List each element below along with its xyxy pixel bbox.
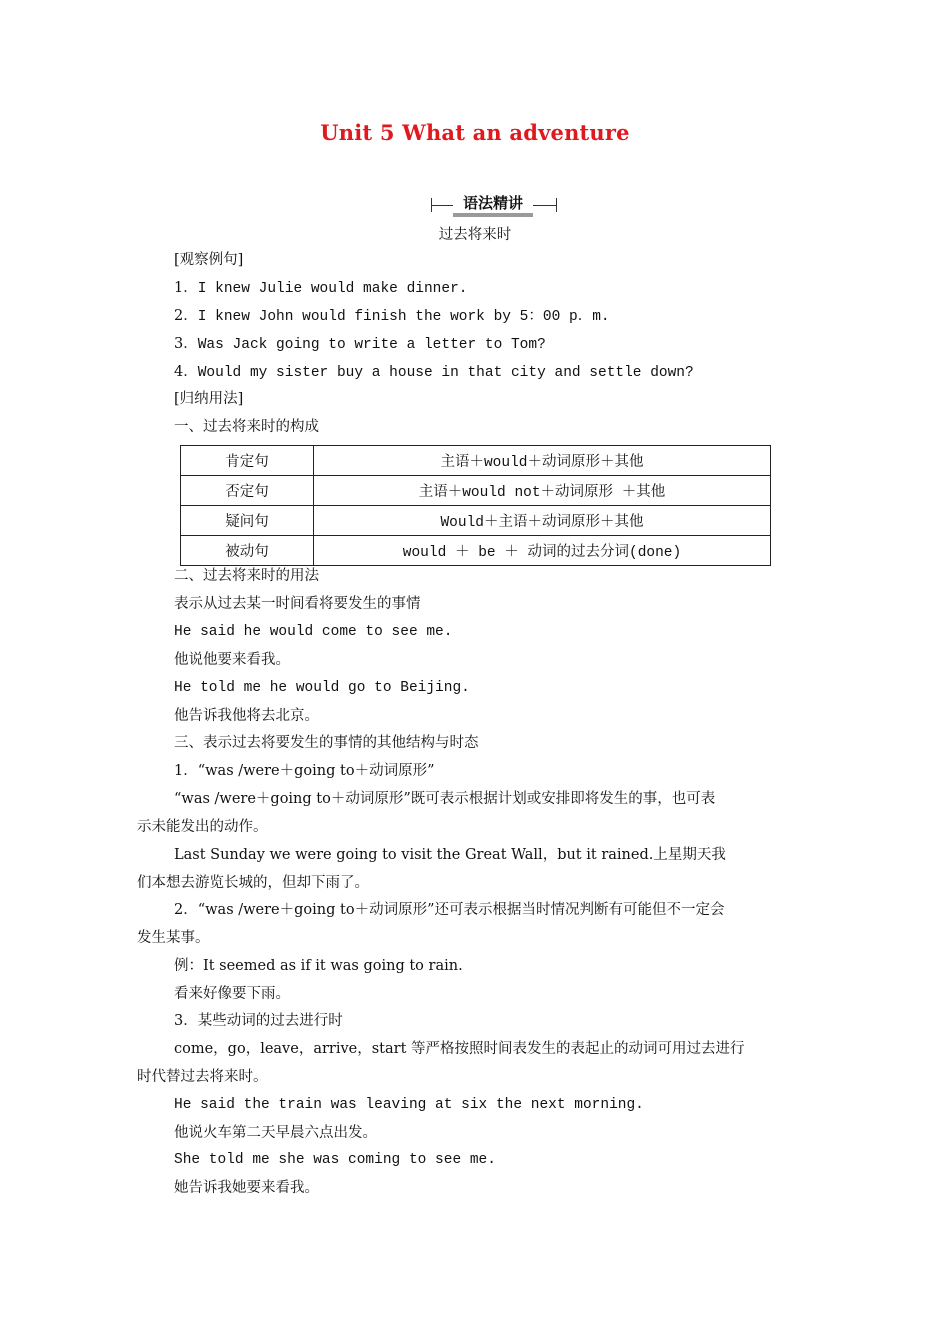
part2-example-2-en: He told me he would go to Beijing. xyxy=(174,680,470,696)
banner-underbar xyxy=(453,213,533,217)
structure-table xyxy=(180,445,771,566)
table-row xyxy=(181,536,771,566)
table-row xyxy=(181,476,771,506)
row-type: 肯定句 xyxy=(181,446,314,476)
part3-item3-heading: 3．某些动词的过去进行时 xyxy=(174,1013,343,1029)
part3-item2-b: 发生某事。 xyxy=(137,930,210,946)
part3-item1-example-b: 们本想去游览长城的，但却下雨了。 xyxy=(137,875,369,891)
part3-item1-example-a: Last Sunday we were going to visit the Great Wall，but it rained.上星期天我 xyxy=(174,847,726,863)
part3-item3-desc-a: come，go，leave，arrive，start 等严格按照时间表发生的表起止的动词可用过去进行 xyxy=(174,1041,745,1057)
part1-heading: 一、过去将来时的构成 xyxy=(174,419,319,435)
row-type: 被动句 xyxy=(181,536,314,566)
part2-heading: 二、过去将来时的用法 xyxy=(174,568,319,584)
banner-right-cap xyxy=(556,198,557,212)
row-type: 疑问句 xyxy=(181,506,314,536)
part3-item3-example-2-en: She told me she was coming to see me. xyxy=(174,1152,496,1168)
part2-example-1-cn: 他说他要来看我。 xyxy=(174,652,290,668)
part2-example-2-cn: 他告诉我他将去北京。 xyxy=(174,708,319,724)
banner-left-rule xyxy=(431,205,453,206)
example-4: 4．Would my sister buy a house in that city and settle down? xyxy=(174,364,694,381)
part3-item3-example-2-cn: 她告诉我她要来看我。 xyxy=(174,1180,319,1196)
example-2: 2．I knew John would finish the work by 5：00 p．m. xyxy=(174,308,610,325)
part3-item2-example-cn: 看来好像要下雨。 xyxy=(174,986,290,1002)
row-form: would ＋ be ＋ 动词的过去分词(done) xyxy=(314,536,771,566)
part2-example-1-en: He said he would come to see me. xyxy=(174,624,453,640)
part3-item3-desc-b: 时代替过去将来时。 xyxy=(137,1069,268,1085)
part3-item1-desc-a: “was /were＋going to＋动词原形”既可表示根据计划或安排即将发生的事，也可表 xyxy=(174,791,716,807)
section-banner-label: 语法精讲 xyxy=(462,194,523,212)
part3-item3-example-1-cn: 他说火车第二天早晨六点出发。 xyxy=(174,1125,377,1141)
row-type: 否定句 xyxy=(181,476,314,506)
part3-item2-a: 2．“was /were＋going to＋动词原形”还可表示根据当时情况判断有可能但不一定会 xyxy=(174,902,725,918)
part3-item2-example-en: 例：It seemed as if it was going to rain. xyxy=(174,958,463,974)
row-form: Would＋主语＋动词原形＋其他 xyxy=(314,506,771,536)
part3-heading: 三、表示过去将要发生的事情的其他结构与时态 xyxy=(174,735,479,751)
example-3: 3．Was Jack going to write a letter to Tom? xyxy=(174,336,546,353)
banner-right-rule xyxy=(533,205,557,206)
row-form: 主语＋would＋动词原形＋其他 xyxy=(314,446,771,476)
section-banner xyxy=(431,193,557,217)
table-row xyxy=(181,506,771,536)
summary-label: [归纳用法] xyxy=(174,391,244,407)
part3-item1-heading: 1．“was /were＋going to＋动词原形” xyxy=(174,763,435,779)
example-1: 1．I knew Julie would make dinner. xyxy=(174,280,468,297)
observe-label: [观察例句] xyxy=(174,252,244,268)
part2-description: 表示从过去某一时间看将要发生的事情 xyxy=(174,596,421,612)
page-title: Unit 5 What an adventure xyxy=(320,120,630,145)
part3-item3-example-1-en: He said the train was leaving at six the next morning. xyxy=(174,1097,644,1113)
part3-item1-desc-b: 示未能发出的动作。 xyxy=(137,819,268,835)
row-form: 主语＋would not＋动词原形 ＋其他 xyxy=(314,476,771,506)
table-row xyxy=(181,446,771,476)
topic-heading: 过去将来时 xyxy=(438,227,512,243)
